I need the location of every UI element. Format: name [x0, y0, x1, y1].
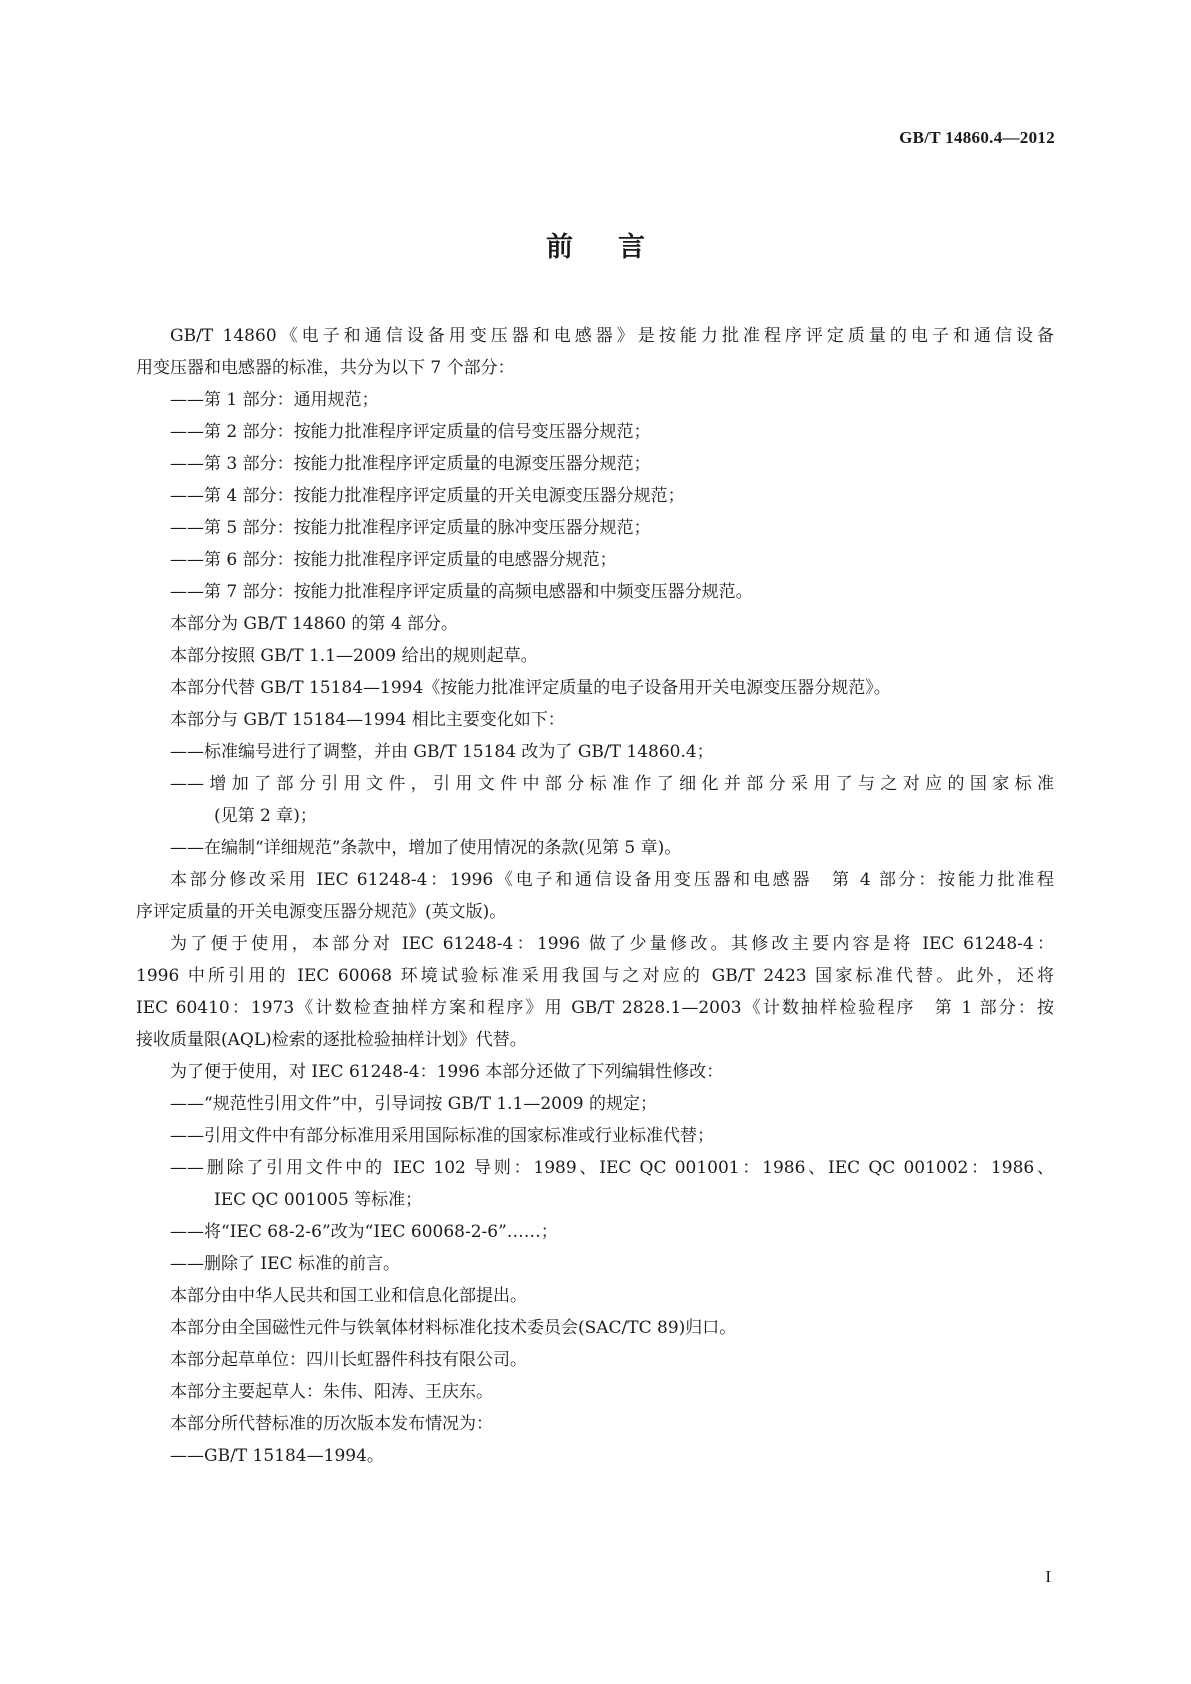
text-line: 本部分起草单位：四川长虹器件科技有限公司。 [170, 1350, 527, 1370]
text-line: 本部分所代替标准的历次版本发布情况为： [170, 1414, 493, 1434]
page-title: 前言 [546, 232, 690, 263]
standard-code: GB/T 14860.4—2012 [899, 128, 1055, 147]
text-line: 本部分由全国磁性元件与铁氧体材料标准化技术委员会(SAC/TC 89)归口。 [170, 1318, 737, 1338]
text-line: 本部分与 GB/T 15184—1994 相比主要变化如下： [170, 710, 565, 730]
list-item: ——“规范性引用文件”中，引导词按 GB/T 1.1—2009 的规定； [170, 1094, 658, 1114]
list-item: ——删除了引用文件中的 IEC 102 导则：1989、IEC QC 001001：1986、IEC QC 001002：1986、 [170, 1158, 1054, 1178]
text-line: 用变压器和电感器的标准，共分为以下 7 个部分： [136, 358, 515, 378]
text-line: 接收质量限(AQL)检索的逐批检验抽样计划》代替。 [136, 1030, 527, 1050]
list-item: ——GB/T 15184—1994。 [170, 1446, 384, 1466]
list-item: ——第 4 部分：按能力批准程序评定质量的开关电源变压器分规范； [170, 486, 685, 506]
text-line: 1996 中所引用的 IEC 60068 环境试验标准采用我国与之对应的 GB/T 2423 国家标准代替。此外，还将 [136, 966, 1054, 986]
text-line: 为了便于使用，本部分对 IEC 61248-4：1996 做了少量修改。其修改主要内容是将 IEC 61248-4： [170, 934, 1054, 954]
list-item: ——第 7 部分：按能力批准程序评定质量的高频电感器和中频变压器分规范。 [170, 582, 753, 602]
list-item: ——标准编号进行了调整，并由 GB/T 15184 改为了 GB/T 14860.4； [170, 742, 714, 762]
text-line: 本部分为 GB/T 14860 的第 4 部分。 [170, 614, 459, 634]
text-line: 本部分主要起草人：朱伟、阳涛、王庆东。 [170, 1382, 493, 1402]
list-item: ——第 6 部分：按能力批准程序评定质量的电感器分规范； [170, 550, 617, 570]
foreword-body [136, 320, 1054, 1472]
list-item: ——第 5 部分：按能力批准程序评定质量的脉冲变压器分规范； [170, 518, 651, 538]
text-line: IEC 60410：1973《计数检查抽样方案和程序》用 GB/T 2828.1—2003《计数抽样检验程序 第 1 部分：按 [136, 998, 1054, 1018]
text-line: 本部分代替 GB/T 15184—1994《按能力批准评定质量的电子设备用开关电源变压器分规范》。 [170, 678, 891, 698]
list-item: ——第 3 部分：按能力批准程序评定质量的电源变压器分规范； [170, 454, 651, 474]
list-item: ——第 2 部分：按能力批准程序评定质量的信号变压器分规范； [170, 422, 651, 442]
list-item: ——引用文件中有部分标准用采用国际标准的国家标准或行业标准代替； [170, 1126, 714, 1146]
text-line: 序评定质量的开关电源变压器分规范》(英文版)。 [136, 902, 507, 922]
list-item: ——将“IEC 68-2-6”改为“IEC 60068-2-6”……； [170, 1222, 558, 1242]
text-line: 为了便于使用，对 IEC 61248-4：1996 本部分还做了下列编辑性修改： [170, 1062, 724, 1082]
list-item: ——增加了部分引用文件，引用文件中部分标准作了细化并部分采用了与之对应的国家标准 [170, 774, 1054, 794]
list-item: ——第 1 部分：通用规范； [170, 390, 379, 410]
text-line: GB/T 14860《电子和通信设备用变压器和电感器》是按能力批准程序评定质量的电子和通信设备 [170, 326, 1054, 346]
list-item: ——删除了 IEC 标准的前言。 [170, 1254, 400, 1274]
page-number: I [1045, 1567, 1051, 1586]
list-item-continuation: (见第 2 章)； [214, 806, 317, 826]
list-item: ——在编制“详细规范”条款中，增加了使用情况的条款(见第 5 章)。 [170, 838, 682, 858]
text-line: 本部分修改采用 IEC 61248-4：1996《电子和通信设备用变压器和电感器 第 4 部分：按能力批准程 [170, 870, 1054, 890]
list-item-continuation: IEC QC 001005 等标准； [214, 1190, 423, 1210]
text-line: 本部分由中华人民共和国工业和信息化部提出。 [170, 1286, 527, 1306]
text-line: 本部分按照 GB/T 1.1—2009 给出的规则起草。 [170, 646, 538, 666]
